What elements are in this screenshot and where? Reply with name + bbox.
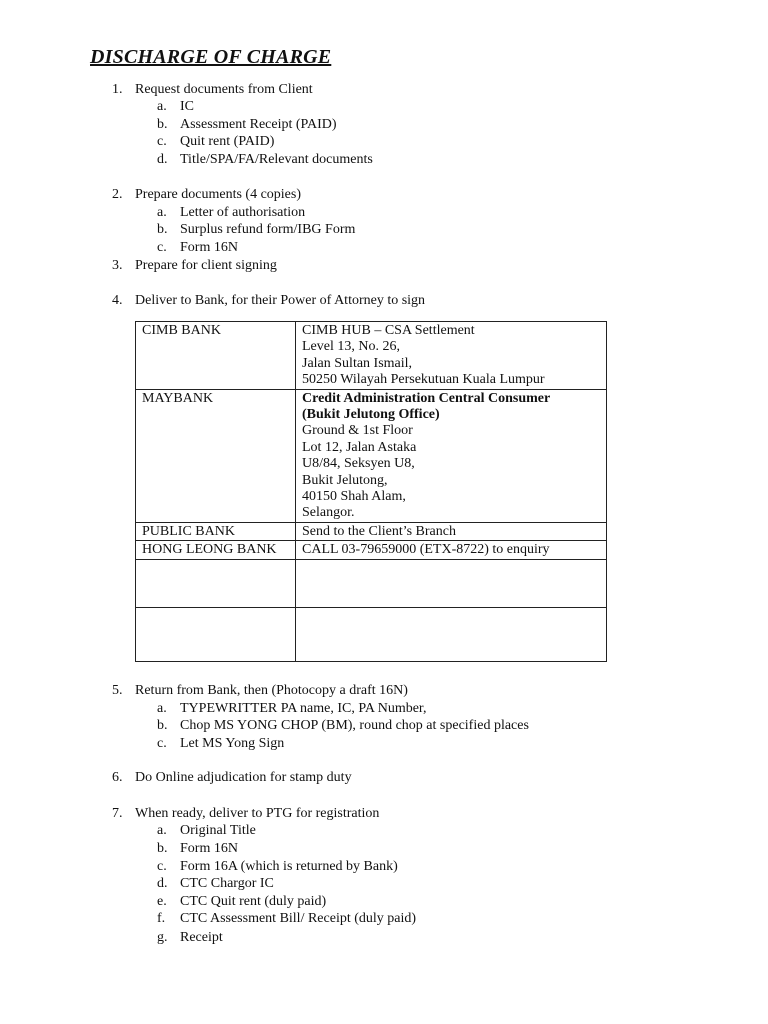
table-row — [136, 541, 607, 559]
list-item: a. IC — [157, 99, 194, 114]
step-text: Deliver to Bank, for their Power of Attorney to sign — [135, 293, 426, 308]
empty-cell — [296, 607, 607, 661]
list-item: c. Quit rent (PAID) — [157, 134, 275, 149]
list-item: a. Original Title — [157, 823, 256, 838]
table-row-empty — [136, 607, 607, 661]
list-item: a. TYPEWRITTER PA name, IC, PA Number, — [157, 701, 427, 716]
list-item: a. Letter of authorisation — [157, 205, 306, 220]
empty-cell — [136, 559, 296, 607]
table-row — [136, 522, 607, 540]
list-item: c. Form 16N — [157, 240, 238, 255]
table-row-empty — [136, 559, 607, 607]
list-item: b. Chop MS YONG CHOP (BM), round chop at specified places — [157, 718, 529, 733]
list-item: d. CTC Chargor IC — [157, 876, 274, 891]
list-item: b. Assessment Receipt (PAID) — [157, 117, 337, 132]
list-item: c. Let MS Yong Sign — [157, 736, 285, 751]
list-item: d. Title/SPA/FA/Relevant documents — [157, 152, 373, 167]
bank-address-maybank: Credit Administration Central Consumer (Bukit Jelutong Office) Ground & 1st Floor Lot 12, Jalan Astaka U8/84, Seksyen U8, Bukit Jelutong, 40150 Shah Alam, Selangor. — [296, 389, 607, 522]
empty-cell — [136, 607, 296, 661]
empty-cell — [296, 559, 607, 607]
step-5: 5. Return from Bank, then (Photocopy a draft 16N) — [112, 683, 408, 698]
step-6: 6. Do Online adjudication for stamp duty — [112, 770, 352, 785]
table-row — [136, 322, 607, 390]
list-item: f. CTC Assessment Bill/ Receipt (duly paid) — [157, 911, 417, 926]
bank-address-table — [135, 321, 607, 662]
bank-name-maybank: MAYBANK — [136, 389, 296, 522]
step-text: Request documents from Client — [135, 82, 313, 97]
step-text: When ready, deliver to PTG for registration — [135, 806, 380, 821]
list-item: g. Receipt — [157, 930, 223, 945]
step-text: Return from Bank, then (Photocopy a draft 16N) — [135, 683, 408, 698]
bank-address-cimb: CIMB HUB – CSA Settlement Level 13, No. 26, Jalan Sultan Ismail, 50250 Wilayah Persekutuan Kuala Lumpur — [296, 322, 607, 390]
step-text: Do Online adjudication for stamp duty — [135, 770, 352, 785]
step-4: 4. Deliver to Bank, for their Power of Attorney to sign — [112, 293, 426, 308]
bank-note-hong-leong: CALL 03-79659000 (ETX-8722) to enquiry — [296, 541, 607, 559]
list-item: c. Form 16A (which is returned by Bank) — [157, 859, 398, 874]
bank-name-public-bank: PUBLIC BANK — [136, 522, 296, 540]
step-7: 7. When ready, deliver to PTG for registration — [112, 806, 380, 821]
bank-name-hong-leong: HONG LEONG BANK — [136, 541, 296, 559]
list-item: b. Form 16N — [157, 841, 238, 856]
bank-name-cimb: CIMB BANK — [136, 322, 296, 390]
page-title: DISCHARGE OF CHARGE — [90, 46, 332, 68]
table-row — [136, 389, 607, 522]
step-1: 1. Request documents from Client — [112, 82, 313, 97]
step-3: 3. Prepare for client signing — [112, 258, 277, 273]
list-item: e. CTC Quit rent (duly paid) — [157, 894, 327, 909]
list-item: b. Surplus refund form/IBG Form — [157, 222, 356, 237]
step-text: Prepare documents (4 copies) — [135, 187, 301, 202]
bank-note-public-bank: Send to the Client’s Branch — [296, 522, 607, 540]
step-2: 2. Prepare documents (4 copies) — [112, 187, 301, 202]
step-text: Prepare for client signing — [135, 258, 277, 273]
